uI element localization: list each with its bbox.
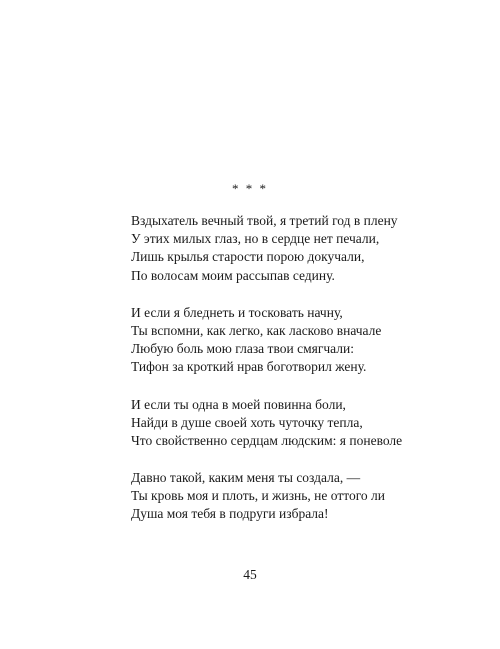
poem-line: Давно такой, каким меня ты создала, — xyxy=(131,470,361,486)
stanza-1 xyxy=(131,212,471,285)
poem-line: И если ты одна в моей повинна боли, xyxy=(131,396,346,412)
poem-line: Найди в душе своей хоть чуточку тепла, xyxy=(131,414,363,430)
poem-line: И если я бледнеть и тосковать начну, xyxy=(131,304,343,320)
stanza-3 xyxy=(131,396,471,451)
poem-text xyxy=(131,212,471,543)
poem-line: Любую боль мою глаза твои смягчали: xyxy=(131,341,354,357)
poem-line: Вздыхатель вечный твой, я третий год в плену xyxy=(131,213,398,228)
poem-line: Лишь крылья старости порою докучали, xyxy=(131,249,365,265)
poem-line: Тифон за кроткий нрав боготворил жену. xyxy=(131,359,367,375)
poem-line: Душа моя тебя в подруги избрала! xyxy=(131,506,329,522)
poem-line: Ты кровь моя и плоть, и жизнь, не оттого ли xyxy=(131,488,385,504)
stanza-separator: * * * xyxy=(232,181,268,196)
poem-line: У этих милых глаз, но в сердце нет печали, xyxy=(131,231,380,247)
poem-line: По волосам моим рассыпав седину. xyxy=(131,267,335,283)
stanza-2 xyxy=(131,304,471,377)
page-number: 45 xyxy=(243,567,257,582)
poem-line: Ты вспомни, как легко, как ласково вначале xyxy=(131,322,382,338)
stanza-4 xyxy=(131,469,471,524)
poem-line: Что свойственно сердцам людским: я поневоле xyxy=(131,432,403,448)
